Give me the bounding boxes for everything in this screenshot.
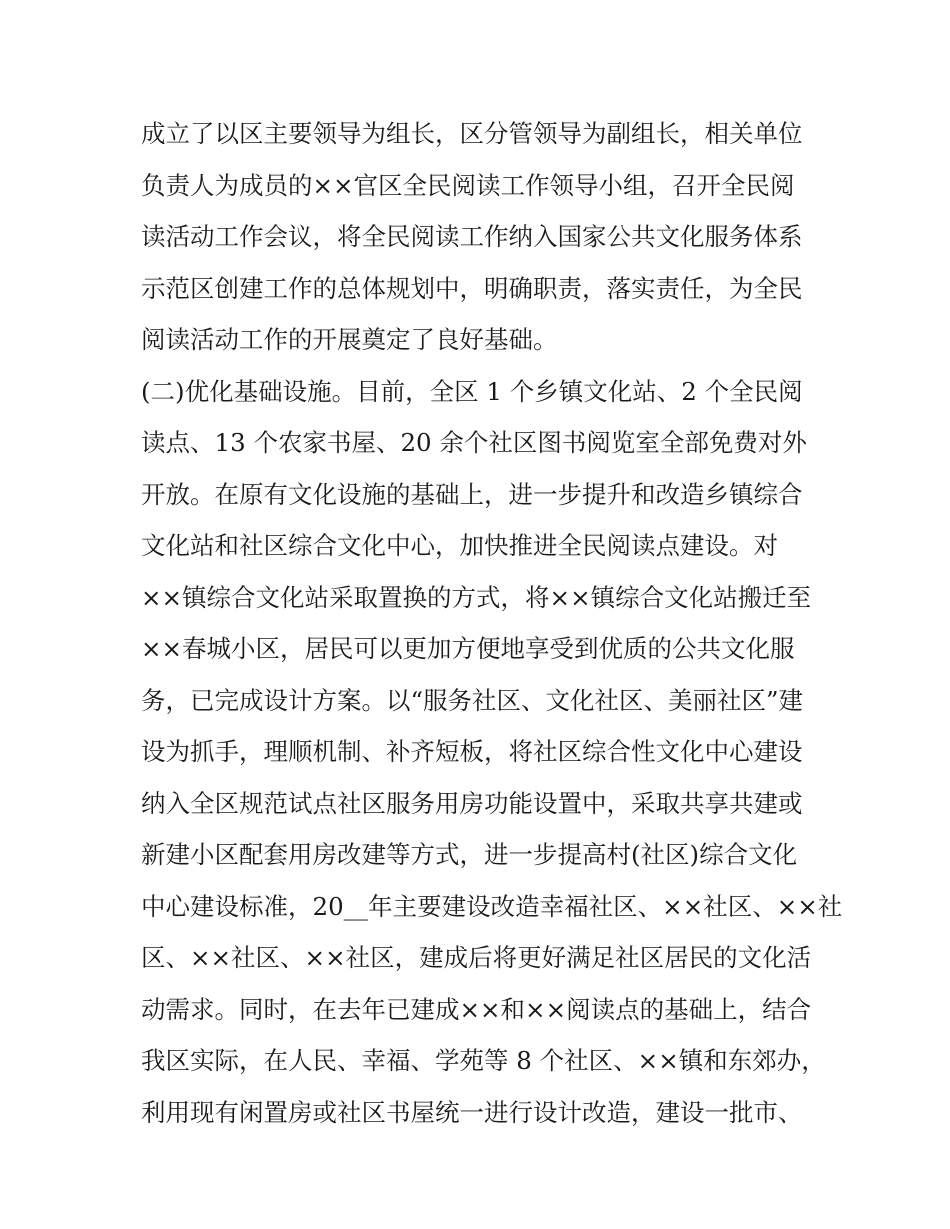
body-text: [141, 108, 843, 1138]
text-line: 设为抓手，理顺机制、补齐短板，将社区综合性文化中心建设: [141, 737, 803, 766]
text-line: 务，已完成设计方案。以“服务社区、文化社区、美丽社区”建: [141, 685, 804, 715]
text-line: 示范区创建工作的总体规划中，明确职责，落实责任，为全民: [141, 273, 803, 303]
text-line: 利用现有闲置房或社区书屋统一进行设计改造，建设一批市、: [141, 1097, 803, 1127]
text-line: ××春城小区，居民可以更加方便地享受到优质的公共文化服: [141, 634, 795, 663]
text-line: 纳入全区规范试点社区服务用房功能设置中，采取共享共建或: [141, 788, 803, 818]
text-line: 成立了以区主要领导为组长，区分管领导为副组长，相关单位: [141, 119, 803, 148]
text-line: 开放。在原有文化设施的基础上，进一步提升和改造乡镇综合: [141, 479, 803, 509]
text-line: 区、××社区、××社区，建成后将更好满足社区居民的文化活: [141, 943, 812, 972]
text-line: 负责人为成员的××官区全民阅读工作领导小组，召开全民阅: [141, 170, 795, 200]
text-line: 阅读活动工作的开展奠定了良好基础。: [141, 325, 558, 354]
text-line: 文化站和社区综合文化中心，加快推进全民阅读点建设。对: [141, 531, 778, 560]
text-line: 我区实际，在人民、幸福、学苑等 8 个社区、××镇和东郊办，: [141, 1046, 826, 1075]
text-line: 读点、13 个农家书屋、20 余个社区图书阅览室全部免费对外: [141, 428, 807, 457]
text-line: 读活动工作会议，将全民阅读工作纳入国家公共文化服务体系: [141, 222, 803, 251]
text-line: 动需求。同时，在去年已建成××和××阅读点的基础上，结合: [141, 994, 812, 1024]
section-heading-line: (二)优化基础设施。目前，全区 1 个乡镇文化站、2 个全民阅: [141, 376, 803, 406]
text-line: 中心建设标准，20__年主要建设改造幸福社区、××社区、××社: [141, 891, 843, 921]
text-line: ××镇综合文化站采取置换的方式，将××镇综合文化站搬迁至: [141, 582, 812, 612]
text-line: 新建小区配套用房改建等方式，进一步提高村(社区)综合文化: [141, 840, 798, 869]
